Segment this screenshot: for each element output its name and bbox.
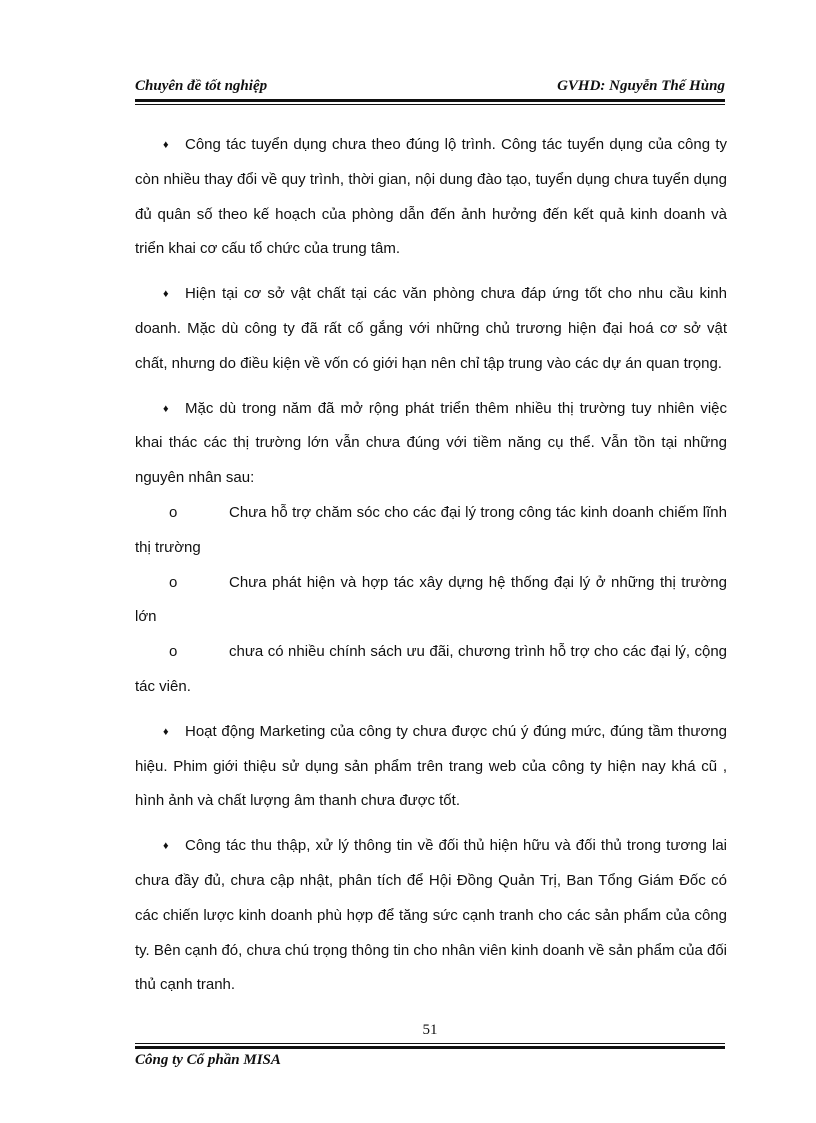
paragraph (135, 392, 727, 496)
footer-rule-thin (135, 1043, 725, 1044)
header-rule-thin (135, 104, 725, 105)
page-number: 51 (422, 1022, 438, 1038)
paragraph (135, 128, 727, 267)
circle-bullet-icon: o (169, 573, 178, 591)
sub-list-item (135, 496, 727, 566)
diamond-bullet-icon: ♦ (163, 288, 169, 301)
paragraph-text: Công tác thu thập, xử lý thông tin về đối thủ hiện hữu và đối thủ trong tương lai chưa đầy đủ, chưa cập nhật, phân tích để Hội Đồng Quản Trị, Ban Tổng Giám Đốc có các chiến lược kinh doanh phù hợp để tăng sức cạnh tranh cho các sản phẩm của công ty. Bên cạnh đó, chưa chú trọng thông tin cho nhân viên kinh doanh về sản phẩm của đối thủ cạnh tranh. (135, 837, 727, 994)
sub-item-text: Chưa hỗ trợ chăm sóc cho các đại lý trong công tác kinh doanh chiếm lĩnh thị trường (135, 503, 727, 556)
diamond-bullet-icon: ♦ (163, 840, 169, 853)
paragraph-text: Mặc dù trong năm đã mở rộng phát triển thêm nhiều thị trường tuy nhiên việc khai thác các thị trường lớn vẫn chưa đúng với tiềm năng cụ thể. Vẫn tồn tại những nguyên nhân sau: (135, 399, 727, 487)
circle-bullet-icon: o (169, 643, 178, 661)
paragraph (135, 715, 727, 819)
diamond-bullet-icon: ♦ (163, 402, 169, 415)
diamond-bullet-icon: ♦ (163, 725, 169, 738)
sub-list-item (135, 635, 727, 705)
paragraph-text: Hiện tại cơ sở vật chất tại các văn phòng chưa đáp ứng tốt cho nhu cầu kinh doanh. Mặc dù công ty đã rất cố gắng với những chủ trương hiện đại hoá cơ sở vật chất, nhưng do điều kiện về vốn có giới hạn nên chỉ tập trung vào các dự án quan trọng. (135, 285, 727, 372)
header-rule-thick (135, 99, 725, 102)
paragraph (135, 277, 727, 381)
header-title: Chuyên đề tốt nghiệp (135, 78, 268, 94)
paragraph-text: Hoạt động Marketing của công ty chưa được chú ý đúng mức, đúng tầm thương hiệu. Phim giới thiệu sử dụng sản phẩm trên trang web của công ty hiện nay khá cũ , hình ảnh và chất lượng âm thanh chưa được tốt. (135, 722, 727, 810)
sub-item-text: Chưa phát hiện và hợp tác xây dựng hệ thống đại lý ở những thị trường lớn (135, 573, 727, 626)
page-footer: Công ty Cổ phần MISA (135, 1052, 281, 1068)
paragraph-text: Công tác tuyển dụng chưa theo đúng lộ trình. Công tác tuyển dụng của công ty còn nhiều thay đổi về quy trình, thời gian, nội dung đào tạo, tuyển dụng chưa tuyển dụng đủ quân số theo kế hoạch của phòng dẫn đến ảnh hưởng đến kết quả kinh doanh và triển khai cơ cấu tổ chức của trung tâm. (135, 136, 727, 258)
sub-list-item (135, 566, 727, 636)
paragraph (135, 829, 727, 1003)
footer-rule-thick (135, 1046, 725, 1049)
sub-item-text: chưa có nhiều chính sách ưu đãi, chương trình hỗ trợ cho các đại lý, cộng tác viên. (135, 643, 727, 695)
diamond-bullet-icon: ♦ (163, 139, 169, 151)
header-advisor: GVHD: Nguyễn Thế Hùng (557, 78, 725, 94)
page-header (135, 76, 725, 98)
document-body (135, 128, 727, 1013)
circle-bullet-icon: o (169, 503, 178, 521)
